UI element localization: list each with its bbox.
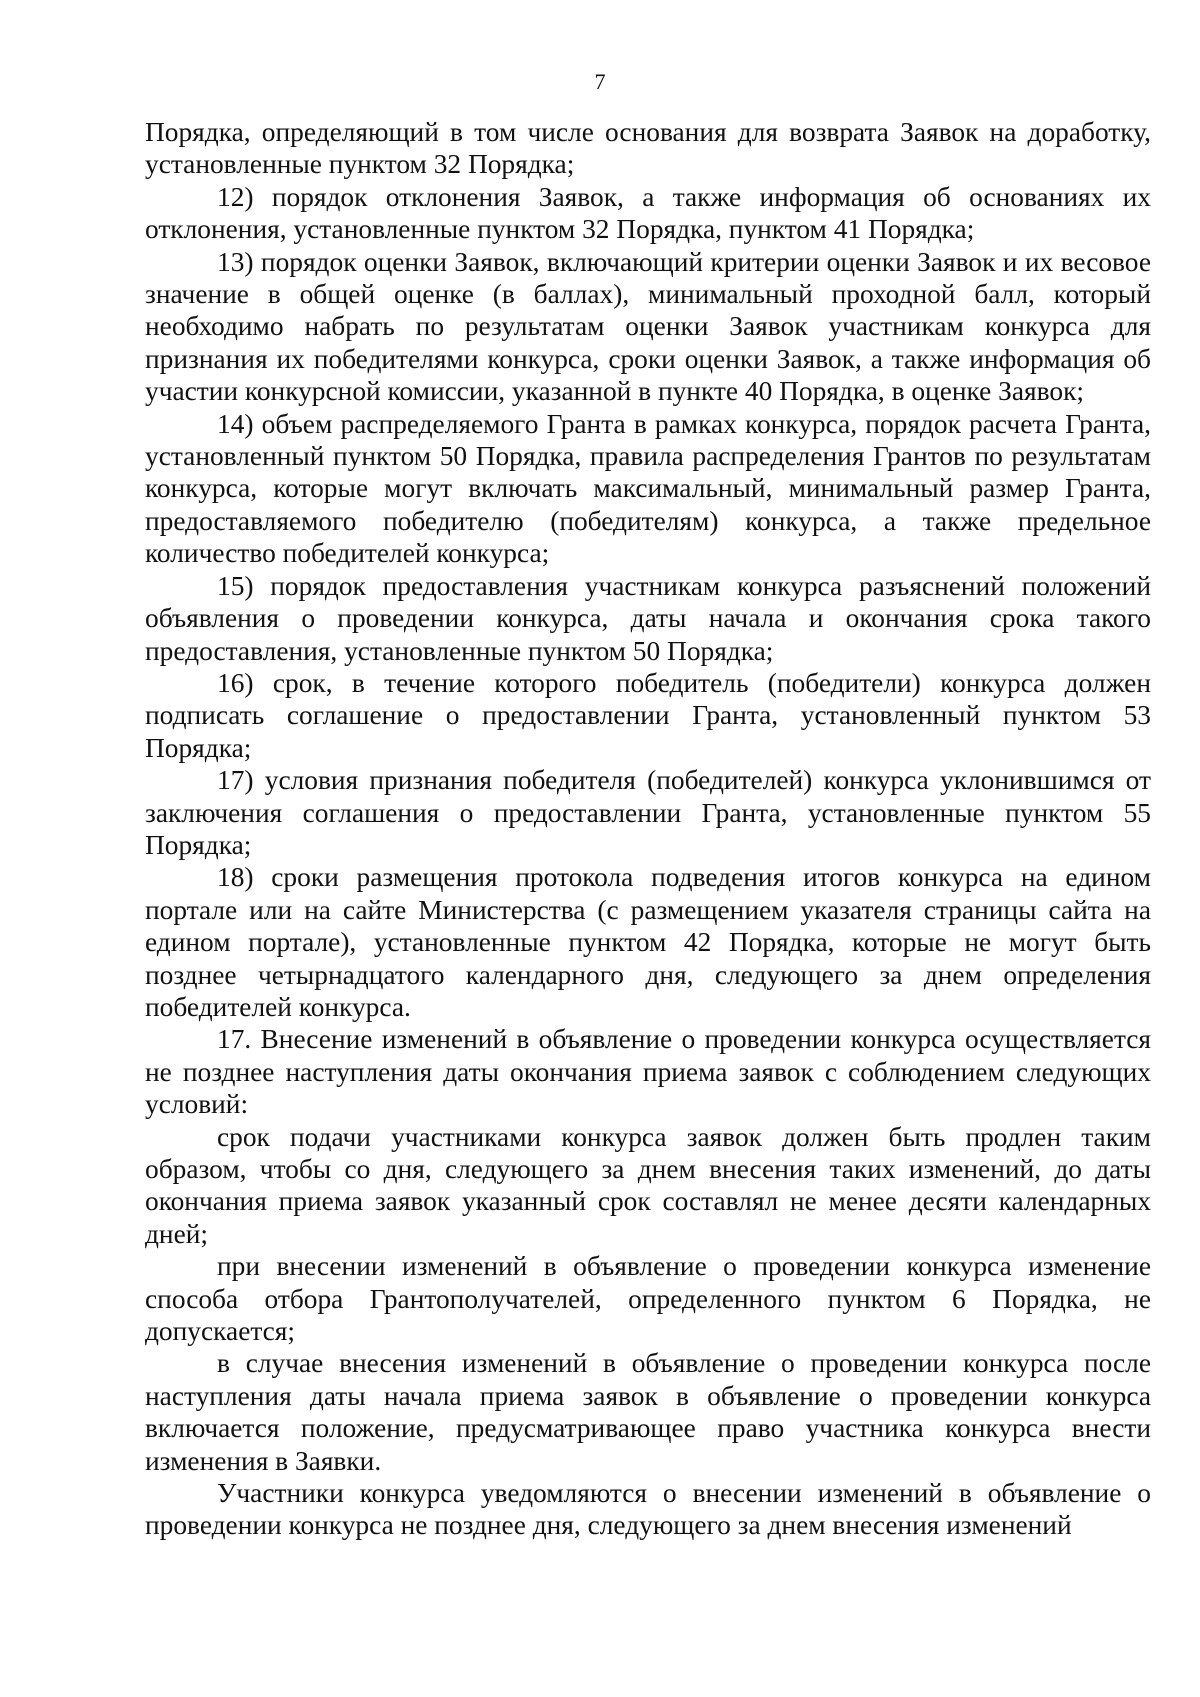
notification-paragraph: Участники конкурса уведомляются о внесении изменений в объявление о проведении конкурса не позднее дня, следующего за днем внесения изменений xyxy=(145,1478,1151,1541)
document-body xyxy=(145,116,1151,1542)
condition-selection-method: при внесении изменений в объявление о проведении конкурса изменение способа отбора Грантополучателей, определенного пунктом 6 Порядка, не допускается; xyxy=(145,1251,1151,1347)
condition-application-changes: в случае внесения изменений в объявление о проведении конкурса после наступления даты начала приема заявок в объявление о проведении конкурса включается положение, предусматривающее право участника конкурса внести изменения в Заявки. xyxy=(145,1348,1151,1476)
condition-deadline-extension: срок подачи участниками конкурса заявок должен быть продлен таким образом, чтобы со дня, следующего за днем внесения таких изменений, до даты окончания приема заявок указанный срок составлял не менее десяти календарных дней; xyxy=(145,1121,1151,1249)
list-item-12: 12) порядок отклонения Заявок, а также информация об основаниях их отклонения, установленные пунктом 32 Порядка, пунктом 41 Порядка; xyxy=(145,181,1151,245)
list-item-18: 18) сроки размещения протокола подведения итогов конкурса на едином портале или на сайте Министерства (с размещением указателя страницы сайта на едином портале), установленные пунктом 42 Порядка, которые не могут быть позднее четырнадцатого календарного дня, следующего за днем определения победителей конкурса. xyxy=(145,862,1151,1022)
list-item-15: 15) порядок предоставления участникам конкурса разъяснений положений объявления о проведении конкурса, даты начала и окончания срока такого предоставления, установленные пунктом 50 Порядка; xyxy=(145,570,1151,666)
page-number: 7 xyxy=(594,69,606,94)
clause-17: 17. Внесение изменений в объявление о проведении конкурса осуществляется не позднее наступления даты окончания приема заявок с соблюдением следующих условий: xyxy=(145,1024,1151,1120)
paragraph-continuation: Порядка, определяющий в том числе основания для возврата Заявок на доработку, установленные пунктом 32 Порядка; xyxy=(145,117,1151,180)
list-item-13: 13) порядок оценки Заявок, включающий критерии оценки Заявок и их весовое значение в общей оценке (в баллах), минимальный проходной балл, который необходимо набрать по результатам оценки Заявок участникам конкурса для признания их победителями конкурса, сроки оценки Заявок, а также информация об участии конкурсной комиссии, указанной в пункте 40 Порядка, в оценке Заявок; xyxy=(145,246,1151,407)
list-item-16: 16) срок, в течение которого победитель (победители) конкурса должен подписать соглашение о предоставлении Гранта, установленный пунктом 53 Порядка; xyxy=(145,667,1151,763)
list-item-14: 14) объем распределяемого Гранта в рамках конкурса, порядок расчета Гранта, установленный пунктом 50 Порядка, правила распределения Грантов по результатам конкурса, которые могут включать максимальный, минимальный размер Гранта, предоставляемого победителю (победителям) конкурса, а также предельное количество победителей конкурса; xyxy=(145,408,1151,569)
list-item-17: 17) условия признания победителя (победителей) конкурса уклонившимся от заключения соглашения о предоставлении Гранта, установленные пунктом 55 Порядка; xyxy=(145,765,1151,860)
